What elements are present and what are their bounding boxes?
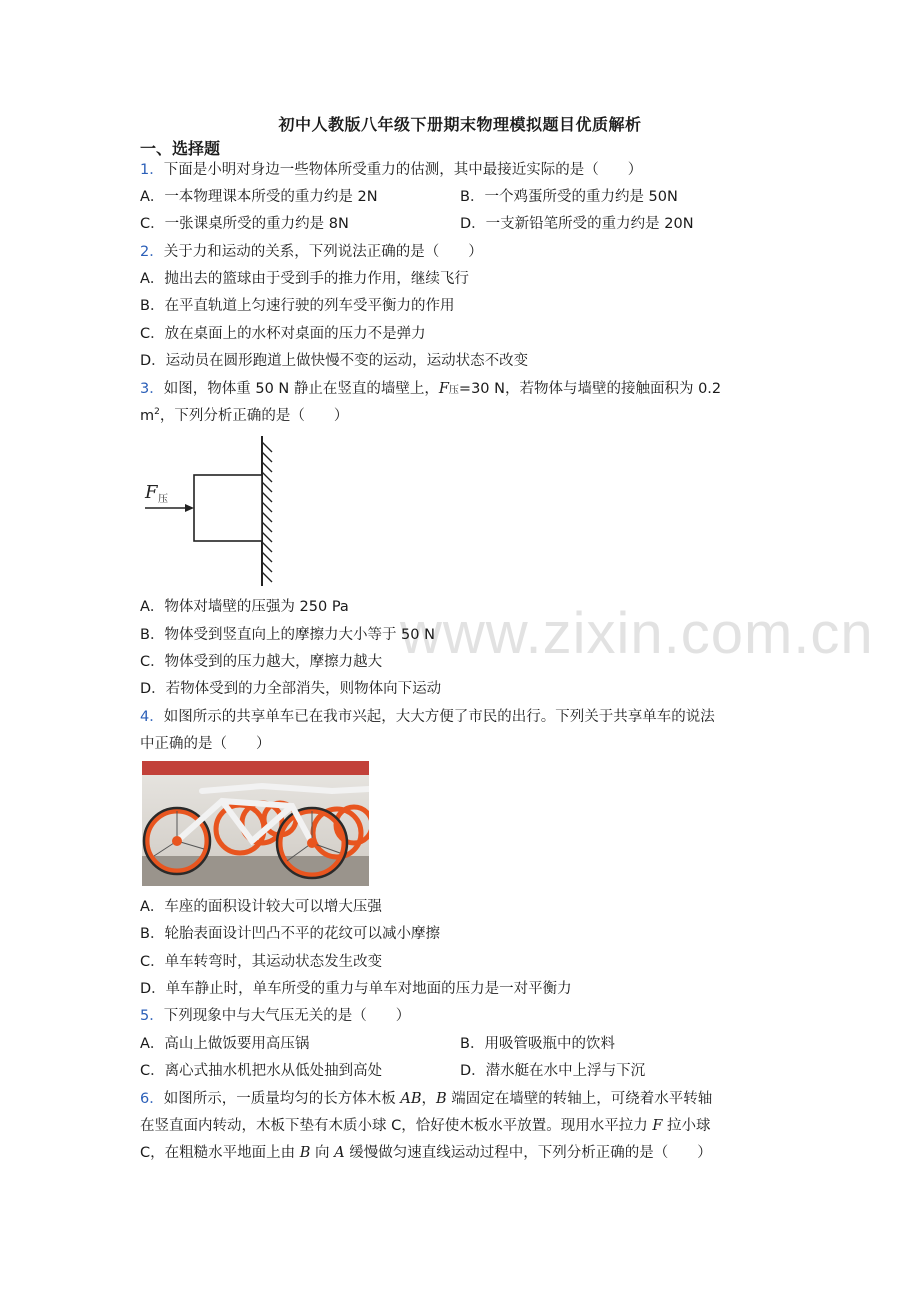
shared-bikes-photo [142,761,369,886]
symbol-a: A [334,1145,345,1161]
question-4-stem-line2: 中正确的是（ ） [140,736,271,752]
question-text-cont: ，下列分析正确的是（ ） [159,408,349,424]
page-title: 初中人教版八年级下册期末物理模拟题目优质解析 [278,115,642,134]
q1-option-d: D．一支新铅笔所受的重力约是 20N [460,216,694,232]
question-text: C，在粗糙水平地面上由 [140,1145,300,1161]
q1-option-c: C．一张课桌所受的重力约是 8N [140,216,349,232]
question-text: 下面是小明对身边一些物体所受重力的估测，其中最接近实际的是（ ） [163,162,643,178]
question-text: 关于力和运动的关系，下列说法正确的是（ ） [163,244,483,260]
question-text-cont: 端固定在墙壁的转轴上，可绕着水平转轴 [446,1091,713,1107]
force-subscript: 压 [448,385,459,396]
q4-option-c: C．单车转弯时，其运动状态发生改变 [140,954,383,970]
question-2-stem [140,242,483,262]
question-text-cont: 缓慢做匀速直线运动过程中，下列分析正确的是（ ） [344,1145,712,1161]
symbol-ab: AB [400,1091,422,1107]
q3-option-b: B．物体受到竖直向上的摩擦力大小等于 50 N [140,627,435,643]
question-4-stem [140,707,715,727]
question-5-stem [140,1006,410,1026]
force-label-subscript: 压 [158,494,168,505]
q4-option-d: D．单车静止时，单车所受的重力与单车对地面的压力是一对平衡力 [140,981,572,997]
symbol-b: B [299,1145,311,1161]
question-1-stem [140,160,642,180]
q5-option-b: B．用吸管吸瓶中的饮料 [460,1036,615,1052]
force-symbol: F [438,381,449,397]
question-text: 下列现象中与大气压无关的是（ ） [163,1008,411,1024]
q4-option-a: A．车座的面积设计较大可以增大压强 [140,899,382,915]
question-3-stem [140,379,721,401]
q3-option-a: A．物体对墙壁的压强为 250 Pa [140,599,349,615]
wall-block-svg [140,436,280,588]
block-rect [194,475,262,541]
question-6-stem-line2 [140,1116,711,1136]
q5-option-d: D．潜水艇在水中上浮与下沉 [460,1063,646,1079]
wall-hatching [262,442,272,582]
force-label: F [145,482,158,503]
question-text-cont: 向 [310,1145,335,1161]
q3-option-d: D．若物体受到的力全部消失，则物体向下运动 [140,681,442,697]
question-text-cont: 拉小球 [662,1118,711,1134]
symbol-b: B [435,1091,447,1107]
question-number: 1． [140,162,164,178]
q2-option-d: D．运动员在圆形跑道上做快慢不变的运动，运动状态不改变 [140,353,529,369]
q2-option-b: B．在平直轨道上匀速行驶的列车受平衡力的作用 [140,298,455,314]
q2-option-c: C．放在桌面上的水杯对桌面的压力不是弹力 [140,326,426,342]
force-arrow-head [185,504,194,512]
question-3-stem-line2 [140,406,348,426]
question-number: 3． [140,381,164,397]
question-text: 如图所示的共享单车已在我市兴起，大大方便了市民的出行。下列关于共享单车的说法 [163,709,715,725]
wall-block-diagram [140,436,280,588]
section-heading: 一、选择题 [140,139,221,158]
symbol-f: F [652,1118,663,1134]
unit-text: m [140,408,155,424]
q1-option-b: B．一个鸡蛋所受的重力约是 50N [460,189,678,205]
q2-option-a: A．抛出去的篮球由于受到手的推力作用，继续飞行 [140,271,469,287]
question-text: 如图，物体重 50 N 静止在竖直的墙壁上， [163,381,439,397]
unit-exponent: 2 [154,407,160,418]
watermark: www.zixin.com.cn [400,601,874,666]
question-text: 在竖直面内转动，木板下垫有木质小球 C，恰好使木板水平放置。现用水平拉力 [140,1118,653,1134]
question-number: 2． [140,244,164,260]
question-text-cont: =30 N，若物体与墙壁的接触面积为 0.2 [458,381,722,397]
question-number: 6． [140,1091,164,1107]
question-6-stem-line3 [140,1143,712,1163]
question-text: 如图所示，一质量均匀的长方体木板 [163,1091,401,1107]
q1-option-a: A．一本物理课本所受的重力约是 2N [140,189,378,205]
question-6-stem [140,1089,712,1109]
question-text-cont: ， [421,1091,436,1107]
question-number: 5． [140,1008,164,1024]
bikes-illustration [142,761,369,886]
q5-option-c: C．离心式抽水机把水从低处抽到高处 [140,1063,383,1079]
question-number: 4． [140,709,164,725]
q3-option-c: C．物体受到的压力越大，摩擦力越大 [140,654,383,670]
q4-option-b: B．轮胎表面设计凹凸不平的花纹可以减小摩擦 [140,926,440,942]
q5-option-a: A．高山上做饭要用高压锅 [140,1036,310,1052]
